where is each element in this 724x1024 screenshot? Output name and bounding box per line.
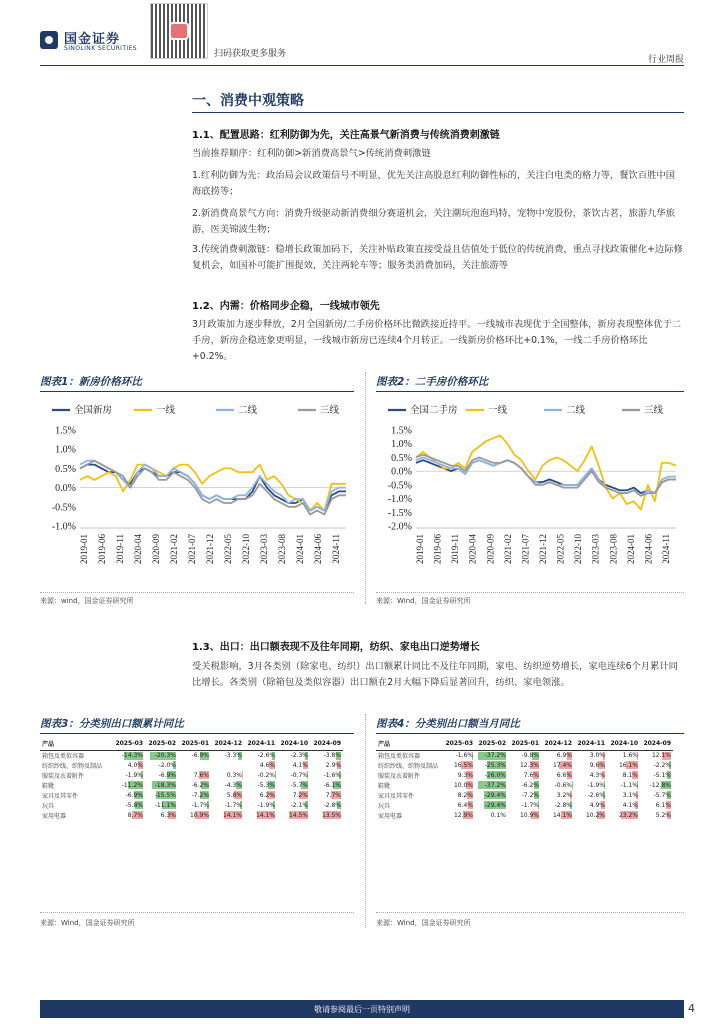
table-cell: -2.3% [290, 751, 308, 759]
table-cell: -37.2% [475, 780, 508, 790]
x-tick-label: 2019-01 [415, 534, 425, 564]
table-cell: 10.9% [189, 811, 209, 819]
fig2-line-chart [376, 398, 684, 588]
table-cell: -6.1% [323, 781, 341, 789]
qr-avatar-icon [169, 22, 189, 40]
table-cell: 4.0% [127, 761, 143, 769]
column-header: 2024-09 [313, 740, 341, 748]
x-tick-label: 2024-01 [295, 534, 305, 564]
row-label: 纺织纱线、织物及制品 [42, 762, 103, 770]
fig4-source: 来源：Wind，国金证券研究所 [376, 919, 471, 927]
x-tick-label: 2019-01 [79, 534, 89, 564]
x-tick-label: 2019-11 [115, 534, 125, 564]
export-table [40, 738, 343, 820]
list-item: 3.传统消费刺激链：稳增长政策加码下，关注补贴政策直接受益且估值处于低位的传统消费，重点寻找政策催化+边际修复机会，如国补可能扩围提效，关注两轮车等；服务类消费加码，关注旅游等 [192, 244, 683, 271]
x-tick-label: 2019-11 [450, 534, 461, 564]
table-cell: 0.3% [226, 771, 242, 779]
table-cell: -1.9% [587, 781, 605, 789]
row-label: 纺织纱线、织物及制品 [378, 762, 439, 770]
column-header: 2024-11 [577, 740, 605, 748]
table-cell: -5.8% [125, 801, 143, 809]
table-cell: 4.1% [622, 801, 638, 809]
table-cell: -2.0% [158, 761, 176, 769]
table-cell: 10.9% [519, 811, 539, 819]
y-tick-label: -1.0% [51, 521, 76, 533]
table-row [376, 750, 673, 760]
table-cell: 2.9% [325, 761, 341, 769]
row-label: 家具及其零件 [42, 792, 79, 800]
table-cell: -29.4% [484, 791, 506, 799]
table-cell: -0.7% [290, 771, 308, 779]
column-header: 2025-02 [478, 740, 506, 748]
row-label: 鞋靴 [42, 782, 55, 790]
y-tick-label: 0.5% [55, 463, 76, 475]
fig4-divider [376, 733, 684, 734]
table-cell: -2.8% [554, 801, 572, 809]
column-header: 2024-12 [544, 740, 572, 748]
x-tick-label: 2024-06 [643, 534, 654, 564]
doc-type: 行业周报 [647, 55, 684, 65]
table-row [40, 810, 343, 820]
series-line [416, 436, 676, 510]
table-cell: -26.0% [484, 771, 506, 779]
table-cell: 14.1% [552, 811, 572, 819]
housing-paragraph: 3月政策加力逐步释放，2月全国新房/二手房价格环比微跌接近持平。一线城市表现优于全国整体，新房表现整体优于二手房，新房企稳迹象更明显，一线城市新房已连续4个月转正。一线新房价格环比+0.1%，一线二手房价格环比+0.2%。 [192, 319, 682, 362]
table-cell: -6.2% [191, 781, 209, 789]
table-cell: 12.9% [453, 811, 473, 819]
fig3-source: 来源：Wind，国金证券研究所 [40, 919, 135, 927]
table-cell: 7.7% [325, 791, 341, 799]
y-tick-label: 0.5% [391, 452, 412, 464]
table-cell: 6.6% [556, 771, 572, 779]
table-cell: 6.9% [556, 751, 572, 759]
table-cell: -20.3% [145, 750, 178, 760]
table-cell: 7.6% [193, 771, 209, 779]
table-cell: 0.1% [490, 811, 506, 819]
table-cell: 23.2% [618, 811, 638, 819]
row-label: 家用电器 [42, 812, 67, 820]
table-cell: -2.2% [653, 761, 671, 769]
x-tick-label: 2024-01 [625, 534, 636, 564]
x-tick-label: 2022-05 [223, 534, 233, 564]
fig2-bottom-divider [376, 592, 684, 593]
y-tick-label: 1.0% [55, 444, 76, 456]
row-label: 服装及衣着附件 [378, 772, 421, 780]
export-paragraph: 受关税影响，3月各类别（除家电、纺织）出口额累计同比不及往年同期，家电、纺织逆势增长，家电连续6个月累计同比增长。各类别（除箱包及类似容器）出口额在2月大幅下降后显著回升，纺织、家电领涨。 [192, 661, 678, 688]
table-cell: -25.3% [484, 761, 506, 769]
table-cell: -1.6% [455, 751, 473, 759]
table-cell: -6.9% [191, 751, 209, 759]
x-tick-label: 2022-10 [241, 534, 251, 564]
y-tick-label: 0.0% [391, 466, 412, 478]
table-cell: 3.0% [589, 751, 605, 759]
fig2-title: 图表2：二手房价格环比 [376, 376, 489, 388]
x-tick-label: 2019-06 [432, 534, 443, 564]
y-tick-label: -0.5% [51, 502, 76, 514]
fig1-bottom-divider [40, 592, 354, 593]
y-tick-label: 0.0% [55, 483, 76, 495]
x-tick-label: 2024-06 [313, 534, 323, 564]
table-cell: 7.2% [292, 791, 308, 799]
y-tick-label: 1.0% [391, 439, 412, 451]
table-cell: -14.3% [121, 751, 143, 759]
legend-label: 三线 [320, 406, 340, 416]
table-cell: 3.1% [622, 791, 638, 799]
table-cell: -3.3% [224, 751, 242, 759]
column-header: 2025-03 [115, 740, 143, 748]
x-tick-label: 2022-05 [555, 534, 566, 564]
table-row-header: 产品 [42, 741, 55, 749]
table-cell: -1.1% [620, 781, 638, 789]
fig1-line-chart [40, 398, 354, 588]
table-row [40, 800, 343, 810]
recommendation-order: 当前推荐顺序：红利防御>新消费高景气>传统消费刺激链 [192, 148, 431, 159]
table-cell: -2.8% [323, 801, 341, 809]
y-tick-label: -1.5% [387, 507, 412, 519]
x-tick-label: 2023-08 [277, 534, 287, 564]
table-cell: 5.2% [655, 811, 671, 819]
table-cell: -5.7% [653, 791, 671, 799]
table-cell: 4.6% [259, 761, 275, 769]
table-row [376, 780, 673, 790]
table-cell: -7.2% [521, 791, 539, 799]
fig2-divider [376, 391, 684, 392]
section-divider [192, 112, 684, 113]
fig2-source: 来源：Wind，国金证券研究所 [376, 597, 471, 605]
table-cell: 7.6% [523, 771, 539, 779]
x-tick-label: 2020-04 [133, 534, 143, 564]
column-header: 2024-09 [643, 740, 671, 748]
table-cell: -15.5% [154, 791, 176, 799]
fig3-divider [40, 733, 354, 734]
row-label: 玩具 [378, 802, 391, 810]
table-cell: -1.7% [521, 801, 539, 809]
legend-label: 二线 [238, 406, 258, 416]
x-tick-label: 2020-09 [485, 534, 496, 564]
row-label: 家具及其零件 [378, 792, 415, 800]
table-row [40, 790, 343, 800]
x-tick-label: 2024-11 [661, 534, 671, 564]
table-cell: 10.2% [585, 811, 605, 819]
fig1-divider [40, 391, 354, 392]
column-header: 2024-10 [610, 740, 638, 748]
row-label: 服装及衣着附件 [42, 772, 85, 780]
table-cell: 17.4% [552, 761, 572, 769]
fig4-table [376, 738, 684, 820]
table-cell: 8.7% [127, 811, 143, 819]
table-cell: -6.9% [158, 771, 176, 779]
x-tick-label: 2023-03 [590, 534, 601, 564]
y-tick-label: -0.5% [387, 480, 412, 492]
table-cell: -0.2% [257, 771, 275, 779]
table-cell: -37.2% [475, 750, 508, 760]
y-tick-label: -1.0% [387, 494, 412, 506]
x-tick-label: 2023-08 [608, 534, 619, 564]
subsection-heading-1-2: 1.2、内需：价格同步企稳，一线城市领先 [192, 301, 380, 312]
table-row [376, 770, 673, 780]
table-row [376, 800, 673, 810]
legend-label: 全国新房 [74, 406, 113, 416]
column-header: 2025-02 [148, 740, 176, 748]
column-separator [365, 372, 366, 604]
row-label: 玩具 [42, 802, 55, 810]
table-cell: 6.3% [160, 811, 176, 819]
row-label: 鞋靴 [378, 782, 391, 790]
y-tick-label: 1.5% [55, 425, 76, 437]
table-row [376, 810, 673, 820]
table-cell: 6.1% [655, 801, 671, 809]
table-cell: 12.1% [651, 751, 671, 759]
legend-label: 全国二手房 [410, 406, 458, 416]
x-tick-label: 2021-07 [187, 534, 197, 564]
fig3-table [40, 738, 354, 820]
table-cell: 5.8% [226, 791, 242, 799]
table-cell: -7.2% [191, 791, 209, 799]
fig3-bottom-divider [40, 912, 354, 913]
table-row [376, 790, 673, 800]
x-tick-label: 2021-12 [205, 534, 215, 564]
row-label: 箱包及类似容器 [42, 752, 85, 760]
y-tick-label: -2.0% [387, 521, 412, 533]
table-cell: 6.4% [457, 801, 473, 809]
table-cell [211, 760, 244, 770]
table-cell: 13.5% [321, 811, 341, 819]
table-row-header: 产品 [378, 741, 391, 749]
x-tick-label: 2022-10 [573, 534, 584, 564]
table-cell: -18.3% [145, 780, 178, 790]
legend-label: 二线 [566, 406, 586, 416]
row-label: 箱包及类似容器 [378, 752, 421, 760]
table-cell: 4.9% [589, 801, 605, 809]
x-tick-label: 2019-06 [97, 534, 107, 564]
table-cell: -11.2% [121, 781, 143, 789]
table-cell: 6.2% [259, 791, 275, 799]
x-tick-label: 2021-02 [502, 534, 513, 564]
table-cell: -1.7% [191, 801, 209, 809]
x-tick-label: 2024-11 [331, 534, 341, 564]
table-cell: -6.9% [125, 791, 143, 799]
table-cell: 10.0% [453, 781, 473, 789]
table-cell: -1.7% [224, 801, 242, 809]
column-header: 2024-11 [247, 740, 275, 748]
table-cell: -1.6% [323, 771, 341, 779]
table-cell: 9.3% [457, 771, 473, 779]
x-tick-label: 2021-12 [538, 534, 548, 564]
brand-logo-icon [40, 31, 58, 49]
header-divider [40, 65, 684, 66]
column-header: 2024-12 [214, 740, 242, 748]
row-label: 家用电器 [378, 812, 403, 820]
table-cell: 14.5% [288, 811, 308, 819]
table-cell: 3.2% [556, 791, 572, 799]
table-cell: -29.4% [484, 801, 506, 809]
table-cell: -5.1% [653, 771, 671, 779]
list-item: 2.新消费高景气方向：消费升级驱动新消费细分赛道机会，关注潮玩泡泡玛特，宠物中宠股份，茶饮古茗，旅游九华旅游，医美锦波生物； [192, 208, 676, 235]
fig1-source: 来源：wind，国金证券研究所 [40, 597, 134, 605]
table-cell: 8.1% [622, 771, 638, 779]
export-table [376, 738, 673, 820]
table-cell: -6.2% [521, 781, 539, 789]
x-tick-label: 2021-07 [520, 534, 531, 564]
table-cell: -1.9% [125, 771, 143, 779]
brand-name-en: SINOLINK SECURITIES [64, 45, 137, 52]
table-cell: -9.8% [521, 751, 539, 759]
table-cell: -1.9% [257, 801, 275, 809]
table-cell: 4.3% [589, 771, 605, 779]
fig1-title: 图表1：新房价格环比 [40, 376, 142, 388]
table-cell: 12.3% [519, 761, 539, 769]
table-cell: -2.1% [290, 801, 308, 809]
table-cell: -3.8% [323, 751, 341, 759]
footer-disclaimer-link[interactable]: 敬请参阅最后一页特别声明 [314, 1005, 410, 1014]
table-row [40, 760, 343, 770]
fig4-bottom-divider [376, 912, 684, 913]
column-header: 2024-10 [280, 740, 308, 748]
subsection-heading-1-1: 1.1、配置思路：红利防御为先，关注高景气新消费与传统消费刺激链 [192, 130, 500, 141]
legend-label: 三线 [644, 406, 664, 416]
column-header: 2025-03 [445, 740, 473, 748]
table-cell: -11.1% [154, 801, 176, 809]
table-cell: 1.6% [622, 751, 638, 759]
table-row [40, 780, 343, 790]
brand-name-cn: 国金证券 [64, 32, 121, 47]
legend-label: 一线 [488, 406, 508, 416]
subsection-heading-1-3: 1.3、出口：出口额表现不及往年同期，纺织、家电出口逆势增长 [192, 642, 480, 653]
x-tick-label: 2020-09 [151, 534, 161, 564]
qr-caption: 扫码获取更多服务 [214, 49, 287, 59]
table-cell: 9.6% [589, 761, 605, 769]
table-cell: 16.5% [453, 761, 473, 769]
column-separator [365, 714, 366, 928]
table-cell: -4.3% [224, 781, 242, 789]
table-cell [178, 760, 211, 770]
legend-label: 一线 [156, 406, 176, 416]
table-cell: 8.2% [457, 791, 473, 799]
page-number: 4 [688, 1002, 695, 1015]
table-cell: -2.6% [257, 751, 275, 759]
section-title: 一、消费中观策略 [192, 93, 304, 109]
list-item: 1.红利防御为先：政治局会议政策信号不明显，优先关注高股息红利防御性标的，关注白电类的格力等，餐饮百胜中国海底捞等； [192, 170, 676, 197]
table-cell: -5.7% [290, 781, 308, 789]
column-header: 2025-01 [181, 740, 209, 748]
x-tick-label: 2021-02 [169, 534, 179, 564]
fig4-title: 图表4：分类别出口额当月同比 [376, 718, 520, 730]
table-row [40, 770, 343, 780]
table-cell: 16.1% [618, 761, 638, 769]
table-row [376, 760, 673, 770]
x-tick-label: 2020-04 [467, 534, 478, 564]
column-header: 2025-01 [511, 740, 539, 748]
table-cell: 14.1% [222, 811, 242, 819]
table-cell: -5.3% [257, 781, 275, 789]
x-tick-label: 2023-03 [259, 534, 269, 564]
fig3-title: 图表3：分类别出口额累计同比 [40, 718, 184, 730]
table-cell: 14.1% [255, 811, 275, 819]
table-row [40, 750, 343, 760]
table-cell: -0.6% [554, 781, 572, 789]
table-cell: -2.6% [587, 791, 605, 799]
table-cell: -12.8% [649, 781, 671, 789]
table-cell: 4.1% [292, 761, 308, 769]
y-tick-label: 1.5% [391, 425, 412, 437]
